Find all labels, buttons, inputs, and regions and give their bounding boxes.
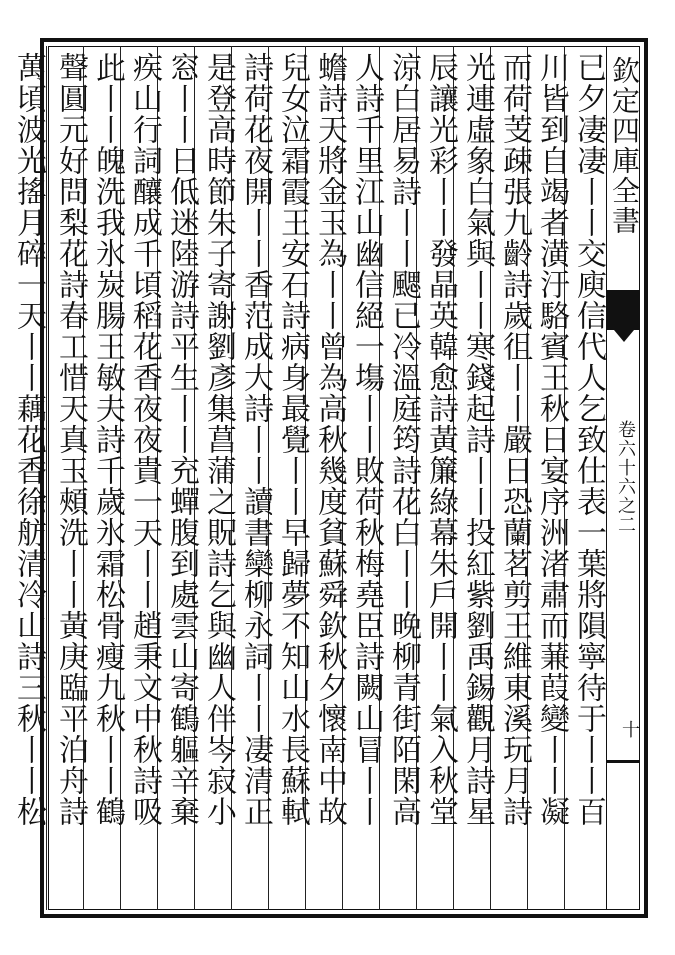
text-column-13: 疾山行詞釀成千頃稻花香夜夜貴一天丨丨趙秉文中秋詩吸 [127,52,162,827]
text-column-9: 兒女泣霜霞王安石詩病身最覺丨丨早歸夢不知山水長蘇軾 [275,52,310,827]
text-column-8: 蟾詩天將金玉為丨丨曾為高秋幾度貧蘇舜欽秋夕懷南中故 [312,52,347,827]
volume-label: 卷六十六之二 [615,420,636,534]
page-number: 十 [619,720,640,738]
text-column-11: 是登高時節朱子寄謝劉彥集菖蒲之貺詩乞與幽人伴岑寂小 [201,52,236,827]
text-column-5: 辰讓光彩丨丨發晶英韓愈詩黃簾綠幕朱戶開丨丨氣入秋堂 [423,52,458,827]
text-column-1: 已夕凄凄丨丨交庾信代人乞致仕表一葉將隕寧待于丨丨百 [571,52,606,827]
text-column-12: 窓丨丨日低迷陸游詩平生丨丨充蟬腹到處雲山寄鶴軀辛棄 [164,52,199,827]
margin-tick-mark [606,760,640,763]
text-column-6: 涼白居易詩丨丨颸已冷溫庭筠詩花白丨丨晚柳青街陌閑高 [386,52,421,827]
text-column-14: 此丨丨魄洗我氷炭腸王敏夫詩千歲氷霜松骨瘦九秋丨丨鶴 [90,52,125,827]
text-column-7: 人詩千里江山幽信絕一塲丨丨敗荷秋梅堯臣詩闕山冒丨丨 [349,52,384,827]
text-column-2: 川皆到自竭者潢汙駱賓王秋日宴序洲渚肅而蒹葭變丨丨凝 [534,52,569,827]
text-column-4: 光連虛象白氣與丨丨寒錢起詩丨丨投紅紫劉禹錫觀月詩星 [460,52,495,827]
text-column-10: 詩荷花夜開丨丨香范成大詩丨丨讀書欒柳永詞丨丨凄清正 [238,52,273,827]
text-column-3: 而荷芰疎張九齡詩歲徂丨丨嚴日恐蘭茗剪王維東溪玩月詩 [497,52,532,827]
text-column-16: 萬頃波光搖月碎一天丨丨藕花香徐舫清冷山詩三秋丨丨松 [11,52,46,827]
book-title: 欽定四庫全書 [608,56,641,236]
fish-tail-notch [614,330,634,342]
text-column-15: 聲圓元好問梨花詩春工惜天真玉頰洗丨丨黃庚臨平泊舟詩 [53,52,88,827]
fish-tail-ornament [606,290,640,330]
